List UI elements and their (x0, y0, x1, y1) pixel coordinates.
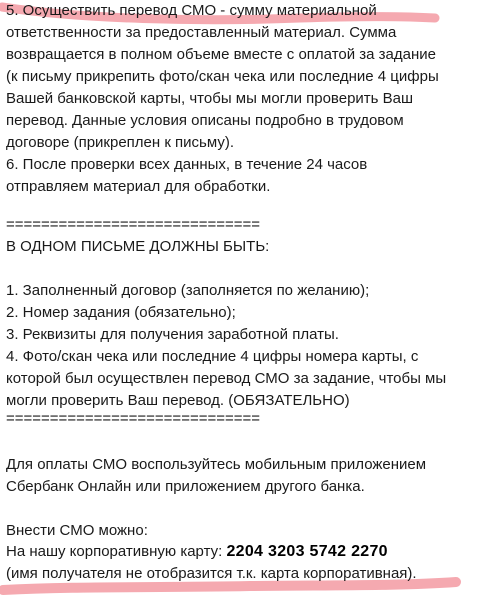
item5-line-7: договоре (прикреплен к письму). (6, 134, 235, 151)
deposit-label: Внести СМО можно: (6, 522, 148, 539)
list-item: 4. Фото/скан чека или последние 4 цифры номера карты, с (6, 348, 419, 365)
item5-line-2: ответственности за предоставленный материал. Сумма (6, 24, 397, 41)
divider-top: ============================= (6, 216, 261, 233)
list-item: 3. Реквизиты для получения заработной платы. (6, 326, 339, 343)
payment-line-1: Для оплаты СМО воспользуйтесь мобильным приложением (6, 456, 427, 473)
list-item: которой был осуществлен перевод СМО за задание, чтобы мы (6, 370, 447, 387)
item5-line-4: (к письму прикрепить фото/скан чека или последние 4 цифры (6, 68, 439, 85)
card-label: На нашу корпоративную карту: (6, 543, 223, 560)
divider-bottom: ============================= (6, 410, 261, 427)
card-line (6, 541, 388, 563)
letter-section-heading: В ОДНОМ ПИСЬМЕ ДОЛЖНЫ БЫТЬ: (6, 238, 270, 255)
item5-line-3: возвращается в полном объеме вместе с оплатой за задание (6, 46, 436, 63)
item5-line-5: Вашей банковской карты, чтобы мы могли проверить Ваш (6, 90, 414, 107)
card-number: 2204 3203 5742 2270 (226, 543, 388, 560)
list-item: 1. Заполненный договор (заполняется по желанию); (6, 282, 370, 299)
list-item: могли проверить Ваш перевод. (ОБЯЗАТЕЛЬНО) (6, 392, 350, 409)
item5-line-1: 5. Осуществить перевод СМО - сумму материальной (6, 2, 377, 19)
recipient-note: (имя получателя не отобразится т.к. карта корпоративная). (6, 565, 417, 582)
item5-line-6: перевод. Данные условия описаны подробно в трудовом (6, 112, 404, 129)
item6-line-2: отправляем материал для обработки. (6, 178, 271, 195)
list-item: 2. Номер задания (обязательно); (6, 304, 236, 321)
item6-line-1: 6. После проверки всех данных, в течение 24 часов (6, 156, 368, 173)
payment-line-2: Сбербанк Онлайн или приложением другого банка. (6, 478, 365, 495)
